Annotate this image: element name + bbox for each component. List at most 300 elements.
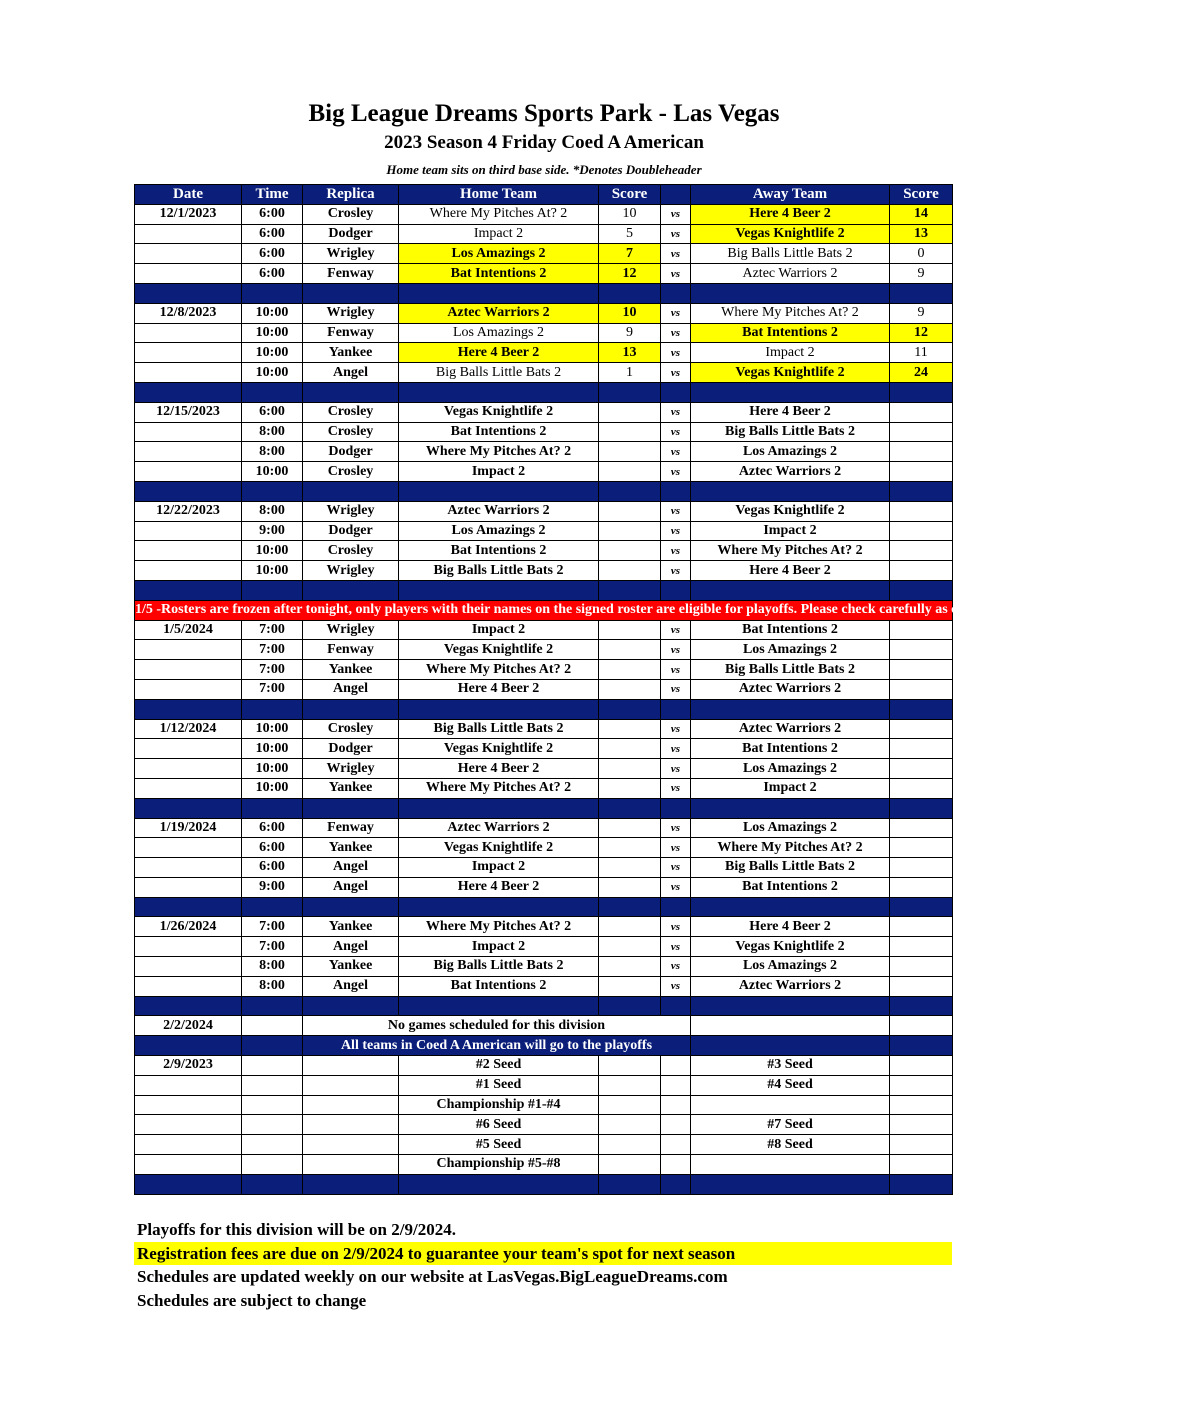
- game-row: [135, 422, 953, 442]
- game-row: [135, 303, 953, 323]
- game-row: [135, 1056, 953, 1076]
- vs-cell: [661, 1135, 691, 1155]
- home-team-cell: Big Balls Little Bats 2: [399, 719, 599, 739]
- field-cell: Angel: [303, 976, 399, 996]
- home-score-cell: [599, 917, 661, 937]
- game-row: [135, 1155, 953, 1175]
- separator-cell: [691, 699, 890, 719]
- home-team-cell: Here 4 Beer 2: [399, 343, 599, 363]
- separator-cell: [399, 283, 599, 303]
- date-cell: 12/8/2023: [135, 303, 242, 323]
- date-cell: [135, 561, 242, 581]
- home-score-cell: [599, 501, 661, 521]
- date-cell: [135, 838, 242, 858]
- footer-line: Schedules are updated weekly on our website at LasVegas.BigLeagueDreams.com: [137, 1267, 728, 1286]
- away-score-cell: [890, 838, 953, 858]
- separator-cell: [890, 283, 953, 303]
- week-separator: [135, 699, 953, 719]
- separator-cell: [890, 897, 953, 917]
- away-score-cell: [890, 818, 953, 838]
- away-score-cell: 9: [890, 303, 953, 323]
- no-games-message: No games scheduled for this division: [303, 1016, 691, 1036]
- separator-cell: [661, 798, 691, 818]
- date-cell: 1/12/2024: [135, 719, 242, 739]
- game-row: [135, 679, 953, 699]
- separator-cell: [303, 897, 399, 917]
- date-cell: 2/2/2024: [135, 1016, 242, 1036]
- time-cell: 6:00: [242, 264, 303, 284]
- away-score-cell: [890, 1115, 953, 1135]
- week-separator: [135, 283, 953, 303]
- field-cell: [303, 1135, 399, 1155]
- field-cell: Yankee: [303, 778, 399, 798]
- game-row: [135, 442, 953, 462]
- separator-cell: [661, 283, 691, 303]
- home-team-cell: #5 Seed: [399, 1135, 599, 1155]
- away-team-cell: Aztec Warriors 2: [691, 462, 890, 482]
- footer-line: Playoffs for this division will be on 2/9/2024.: [137, 1220, 456, 1239]
- field-cell: Fenway: [303, 323, 399, 343]
- away-score-cell: [890, 937, 953, 957]
- game-row: [135, 521, 953, 541]
- separator-cell: [399, 798, 599, 818]
- time-cell: 7:00: [242, 917, 303, 937]
- field-cell: Angel: [303, 679, 399, 699]
- vs-cell: vs: [661, 917, 691, 937]
- home-score-cell: [599, 957, 661, 977]
- separator-cell: [599, 1174, 661, 1194]
- away-team-cell: Aztec Warriors 2: [691, 719, 890, 739]
- week-separator: [135, 481, 953, 501]
- date-cell: [135, 1155, 242, 1175]
- away-score-cell: 11: [890, 343, 953, 363]
- separator-cell: [242, 382, 303, 402]
- home-score-cell: 5: [599, 224, 661, 244]
- away-team-cell: Bat Intentions 2: [691, 620, 890, 640]
- separator-cell: [691, 798, 890, 818]
- home-score-cell: [599, 858, 661, 878]
- time-cell: [242, 1135, 303, 1155]
- separator-cell: [691, 283, 890, 303]
- game-row: [135, 224, 953, 244]
- vs-cell: vs: [661, 778, 691, 798]
- date-cell: [135, 877, 242, 897]
- away-score-cell: [890, 1075, 953, 1095]
- separator-cell: [303, 382, 399, 402]
- away-team-cell: Where My Pitches At? 2: [691, 303, 890, 323]
- separator-cell: [661, 580, 691, 600]
- date-cell: [135, 224, 242, 244]
- separator-cell: [890, 382, 953, 402]
- away-score-cell: [890, 858, 953, 878]
- home-team-cell: Vegas Knightlife 2: [399, 739, 599, 759]
- home-score-cell: [599, 759, 661, 779]
- col-vs: [661, 185, 691, 205]
- away-score-cell: [890, 1095, 953, 1115]
- playoffs-banner-row: [135, 1036, 953, 1056]
- time-cell: [242, 1016, 303, 1036]
- vs-cell: vs: [661, 739, 691, 759]
- separator-cell: [303, 699, 399, 719]
- time-cell: 10:00: [242, 323, 303, 343]
- home-score-cell: [599, 541, 661, 561]
- time-cell: 10:00: [242, 739, 303, 759]
- home-team-cell: Where My Pitches At? 2: [399, 778, 599, 798]
- away-team-cell: Vegas Knightlife 2: [691, 224, 890, 244]
- game-row: [135, 937, 953, 957]
- game-row: [135, 1075, 953, 1095]
- vs-cell: vs: [661, 858, 691, 878]
- game-row: [135, 541, 953, 561]
- away-score-cell: [890, 739, 953, 759]
- roster-notice-row: [135, 600, 953, 620]
- col-date: Date: [135, 185, 242, 205]
- home-team-cell: #2 Seed: [399, 1056, 599, 1076]
- vs-cell: vs: [661, 541, 691, 561]
- away-team-cell: Los Amazings 2: [691, 957, 890, 977]
- date-cell: 12/1/2023: [135, 204, 242, 224]
- away-team-cell: Impact 2: [691, 778, 890, 798]
- home-score-cell: [599, 679, 661, 699]
- game-row: [135, 917, 953, 937]
- away-team-cell: Vegas Knightlife 2: [691, 937, 890, 957]
- field-cell: Angel: [303, 937, 399, 957]
- home-score-cell: [599, 1095, 661, 1115]
- away-cell: [691, 1016, 890, 1036]
- away-team-cell: #3 Seed: [691, 1056, 890, 1076]
- game-row: [135, 976, 953, 996]
- away-team-cell: Los Amazings 2: [691, 818, 890, 838]
- home-score-cell: [599, 422, 661, 442]
- vs-cell: vs: [661, 640, 691, 660]
- field-cell: Dodger: [303, 224, 399, 244]
- time-cell: 6:00: [242, 838, 303, 858]
- vs-cell: vs: [661, 660, 691, 680]
- away-score-cell: [890, 521, 953, 541]
- home-score-cell: 12: [599, 264, 661, 284]
- separator-cell: [303, 283, 399, 303]
- home-team-cell: Here 4 Beer 2: [399, 759, 599, 779]
- separator-cell: [890, 699, 953, 719]
- separator-cell: [242, 798, 303, 818]
- home-team-cell: Vegas Knightlife 2: [399, 838, 599, 858]
- field-cell: Angel: [303, 858, 399, 878]
- week-separator: [135, 996, 953, 1016]
- separator-cell: [599, 283, 661, 303]
- home-team-cell: Vegas Knightlife 2: [399, 402, 599, 422]
- separator-cell: [599, 382, 661, 402]
- home-team-cell: Impact 2: [399, 462, 599, 482]
- away-score-cell: [890, 877, 953, 897]
- date-cell: [135, 660, 242, 680]
- away-team-cell: Where My Pitches At? 2: [691, 838, 890, 858]
- date-cell: [135, 521, 242, 541]
- footer-notes: [134, 1218, 952, 1312]
- schedule-table: [134, 184, 1186, 1195]
- home-score-cell: [599, 640, 661, 660]
- away-score-cell: [890, 660, 953, 680]
- separator-cell: [399, 580, 599, 600]
- time-cell: 10:00: [242, 561, 303, 581]
- away-team-cell: Vegas Knightlife 2: [691, 363, 890, 383]
- separator-cell: [399, 481, 599, 501]
- score-cell: [890, 1016, 953, 1036]
- time-cell: 10:00: [242, 719, 303, 739]
- field-cell: Dodger: [303, 739, 399, 759]
- away-score-cell: [890, 561, 953, 581]
- roster-notice: 1/5 -Rosters are frozen after tonight, only players with their names on the signed roster are eligible for playoffs. Please check carefully as changes will not be made for omissions.: [135, 600, 953, 620]
- vs-cell: vs: [661, 343, 691, 363]
- field-cell: Crosley: [303, 541, 399, 561]
- col-home-score: Score: [599, 185, 661, 205]
- away-team-cell: Big Balls Little Bats 2: [691, 244, 890, 264]
- home-team-cell: Los Amazings 2: [399, 521, 599, 541]
- home-score-cell: [599, 877, 661, 897]
- away-team-cell: Aztec Warriors 2: [691, 264, 890, 284]
- away-team-cell: #8 Seed: [691, 1135, 890, 1155]
- away-score-cell: [890, 1155, 953, 1175]
- vs-cell: vs: [661, 303, 691, 323]
- away-team-cell: [691, 1095, 890, 1115]
- separator-cell: [661, 481, 691, 501]
- home-score-cell: 7: [599, 244, 661, 264]
- separator-cell: [599, 897, 661, 917]
- field-cell: Angel: [303, 363, 399, 383]
- col-replica: Replica: [303, 185, 399, 205]
- away-team-cell: Impact 2: [691, 343, 890, 363]
- date-cell: 12/22/2023: [135, 501, 242, 521]
- time-cell: 10:00: [242, 462, 303, 482]
- vs-cell: vs: [661, 818, 691, 838]
- game-row: [135, 1135, 953, 1155]
- home-score-cell: [599, 937, 661, 957]
- home-team-cell: Aztec Warriors 2: [399, 818, 599, 838]
- field-cell: Wrigley: [303, 561, 399, 581]
- date-cell: [135, 640, 242, 660]
- home-team-cell: Impact 2: [399, 937, 599, 957]
- vs-cell: vs: [661, 323, 691, 343]
- separator-cell: [303, 580, 399, 600]
- home-score-cell: [599, 521, 661, 541]
- home-team-cell: Bat Intentions 2: [399, 541, 599, 561]
- date-cell: [135, 363, 242, 383]
- field-cell: Dodger: [303, 442, 399, 462]
- away-team-cell: Big Balls Little Bats 2: [691, 422, 890, 442]
- no-games-row: [135, 1016, 953, 1036]
- away-team-cell: Bat Intentions 2: [691, 877, 890, 897]
- field-cell: Wrigley: [303, 759, 399, 779]
- field-cell: Fenway: [303, 818, 399, 838]
- home-score-cell: [599, 1135, 661, 1155]
- home-score-cell: 10: [599, 204, 661, 224]
- away-score-cell: [890, 917, 953, 937]
- field-cell: Crosley: [303, 204, 399, 224]
- separator-cell: [242, 699, 303, 719]
- home-team-cell: Vegas Knightlife 2: [399, 640, 599, 660]
- away-team-cell: Bat Intentions 2: [691, 323, 890, 343]
- vs-cell: vs: [661, 442, 691, 462]
- home-score-cell: 10: [599, 303, 661, 323]
- away-team-cell: Los Amazings 2: [691, 759, 890, 779]
- away-team-cell: Big Balls Little Bats 2: [691, 660, 890, 680]
- time-cell: 8:00: [242, 957, 303, 977]
- home-score-cell: [599, 402, 661, 422]
- date-cell: [135, 858, 242, 878]
- page-title: Big League Dreams Sports Park - Las Vegas: [308, 100, 780, 127]
- away-team-cell: Where My Pitches At? 2: [691, 541, 890, 561]
- col-away-team: Away Team: [691, 185, 890, 205]
- field-cell: Crosley: [303, 402, 399, 422]
- away-score-cell: [890, 679, 953, 699]
- away-team-cell: Los Amazings 2: [691, 442, 890, 462]
- game-row: [135, 957, 953, 977]
- separator-cell: [691, 481, 890, 501]
- field-cell: Yankee: [303, 957, 399, 977]
- away-team-cell: Here 4 Beer 2: [691, 561, 890, 581]
- away-score-cell: [890, 501, 953, 521]
- field-cell: Wrigley: [303, 303, 399, 323]
- date-cell: [135, 343, 242, 363]
- home-team-cell: Big Balls Little Bats 2: [399, 957, 599, 977]
- season-subtitle: 2023 Season 4 Friday Coed A American: [384, 132, 704, 153]
- time-cell: 6:00: [242, 818, 303, 838]
- away-team-cell: #4 Seed: [691, 1075, 890, 1095]
- date-cell: 2/9/2023: [135, 1056, 242, 1076]
- game-row: [135, 877, 953, 897]
- vs-cell: vs: [661, 759, 691, 779]
- date-cell: [135, 937, 242, 957]
- away-team-cell: Bat Intentions 2: [691, 739, 890, 759]
- date-cell: 1/26/2024: [135, 917, 242, 937]
- home-team-cell: Impact 2: [399, 224, 599, 244]
- time-cell: 10:00: [242, 778, 303, 798]
- date-cell: [135, 778, 242, 798]
- date-cell: [135, 976, 242, 996]
- separator-cell: [399, 1174, 599, 1194]
- home-score-cell: 13: [599, 343, 661, 363]
- time-cell: 6:00: [242, 244, 303, 264]
- field-cell: [303, 1075, 399, 1095]
- field-cell: Yankee: [303, 343, 399, 363]
- field-cell: Fenway: [303, 264, 399, 284]
- home-team-cell: Here 4 Beer 2: [399, 877, 599, 897]
- vs-cell: vs: [661, 838, 691, 858]
- game-row: [135, 660, 953, 680]
- time-cell: 8:00: [242, 976, 303, 996]
- home-score-cell: [599, 1056, 661, 1076]
- game-row: [135, 561, 953, 581]
- playoffs-banner: All teams in Coed A American will go to the playoffs: [303, 1036, 691, 1056]
- away-score-cell: [890, 1056, 953, 1076]
- separator-cell: [135, 1174, 242, 1194]
- banner-cell: [135, 1036, 242, 1056]
- home-team-cell: #6 Seed: [399, 1115, 599, 1135]
- separator-cell: [399, 996, 599, 1016]
- separator-cell: [303, 996, 399, 1016]
- separator-cell: [135, 897, 242, 917]
- date-cell: [135, 462, 242, 482]
- game-row: [135, 818, 953, 838]
- separator-cell: [599, 580, 661, 600]
- separator-cell: [303, 1174, 399, 1194]
- separator-cell: [242, 996, 303, 1016]
- home-team-cell: Where My Pitches At? 2: [399, 917, 599, 937]
- time-cell: [242, 1075, 303, 1095]
- separator-cell: [135, 798, 242, 818]
- game-row: [135, 838, 953, 858]
- time-cell: [242, 1095, 303, 1115]
- away-score-cell: [890, 778, 953, 798]
- field-cell: Wrigley: [303, 620, 399, 640]
- separator-cell: [890, 1174, 953, 1194]
- vs-cell: vs: [661, 976, 691, 996]
- separator-cell: [661, 1174, 691, 1194]
- field-cell: Yankee: [303, 917, 399, 937]
- vs-cell: vs: [661, 501, 691, 521]
- separator-cell: [890, 580, 953, 600]
- time-cell: 6:00: [242, 858, 303, 878]
- separator-cell: [135, 481, 242, 501]
- separator-cell: [399, 897, 599, 917]
- separator-cell: [599, 798, 661, 818]
- separator-cell: [242, 1174, 303, 1194]
- away-team-cell: Vegas Knightlife 2: [691, 501, 890, 521]
- separator-cell: [661, 699, 691, 719]
- vs-cell: [661, 1095, 691, 1115]
- home-team-cell: Where My Pitches At? 2: [399, 660, 599, 680]
- away-team-cell: Here 4 Beer 2: [691, 917, 890, 937]
- field-cell: [303, 1056, 399, 1076]
- footer-line: Schedules are subject to change: [137, 1290, 367, 1310]
- separator-cell: [890, 996, 953, 1016]
- home-score-cell: [599, 838, 661, 858]
- game-row: [135, 402, 953, 422]
- field-cell: Angel: [303, 877, 399, 897]
- away-score-cell: [890, 976, 953, 996]
- date-cell: [135, 323, 242, 343]
- home-score-cell: 9: [599, 323, 661, 343]
- time-cell: 10:00: [242, 303, 303, 323]
- time-cell: 10:00: [242, 759, 303, 779]
- away-team-cell: Aztec Warriors 2: [691, 976, 890, 996]
- game-row: [135, 244, 953, 264]
- banner-cell: [890, 1036, 953, 1056]
- field-cell: [303, 1155, 399, 1175]
- separator-cell: [661, 897, 691, 917]
- time-cell: 8:00: [242, 501, 303, 521]
- home-team-cell: Where My Pitches At? 2: [399, 442, 599, 462]
- away-score-cell: [890, 541, 953, 561]
- separator-cell: [303, 481, 399, 501]
- separator-cell: [399, 382, 599, 402]
- week-separator: [135, 382, 953, 402]
- separator-cell: [135, 996, 242, 1016]
- date-cell: 1/19/2024: [135, 818, 242, 838]
- vs-cell: [661, 1115, 691, 1135]
- field-cell: Crosley: [303, 462, 399, 482]
- field-cell: Fenway: [303, 640, 399, 660]
- time-cell: 6:00: [242, 402, 303, 422]
- away-score-cell: [890, 759, 953, 779]
- separator-cell: [890, 481, 953, 501]
- home-score-cell: [599, 719, 661, 739]
- date-cell: [135, 957, 242, 977]
- vs-cell: [661, 1075, 691, 1095]
- week-separator: [135, 580, 953, 600]
- time-cell: 7:00: [242, 640, 303, 660]
- game-row: [135, 462, 953, 482]
- separator-cell: [303, 798, 399, 818]
